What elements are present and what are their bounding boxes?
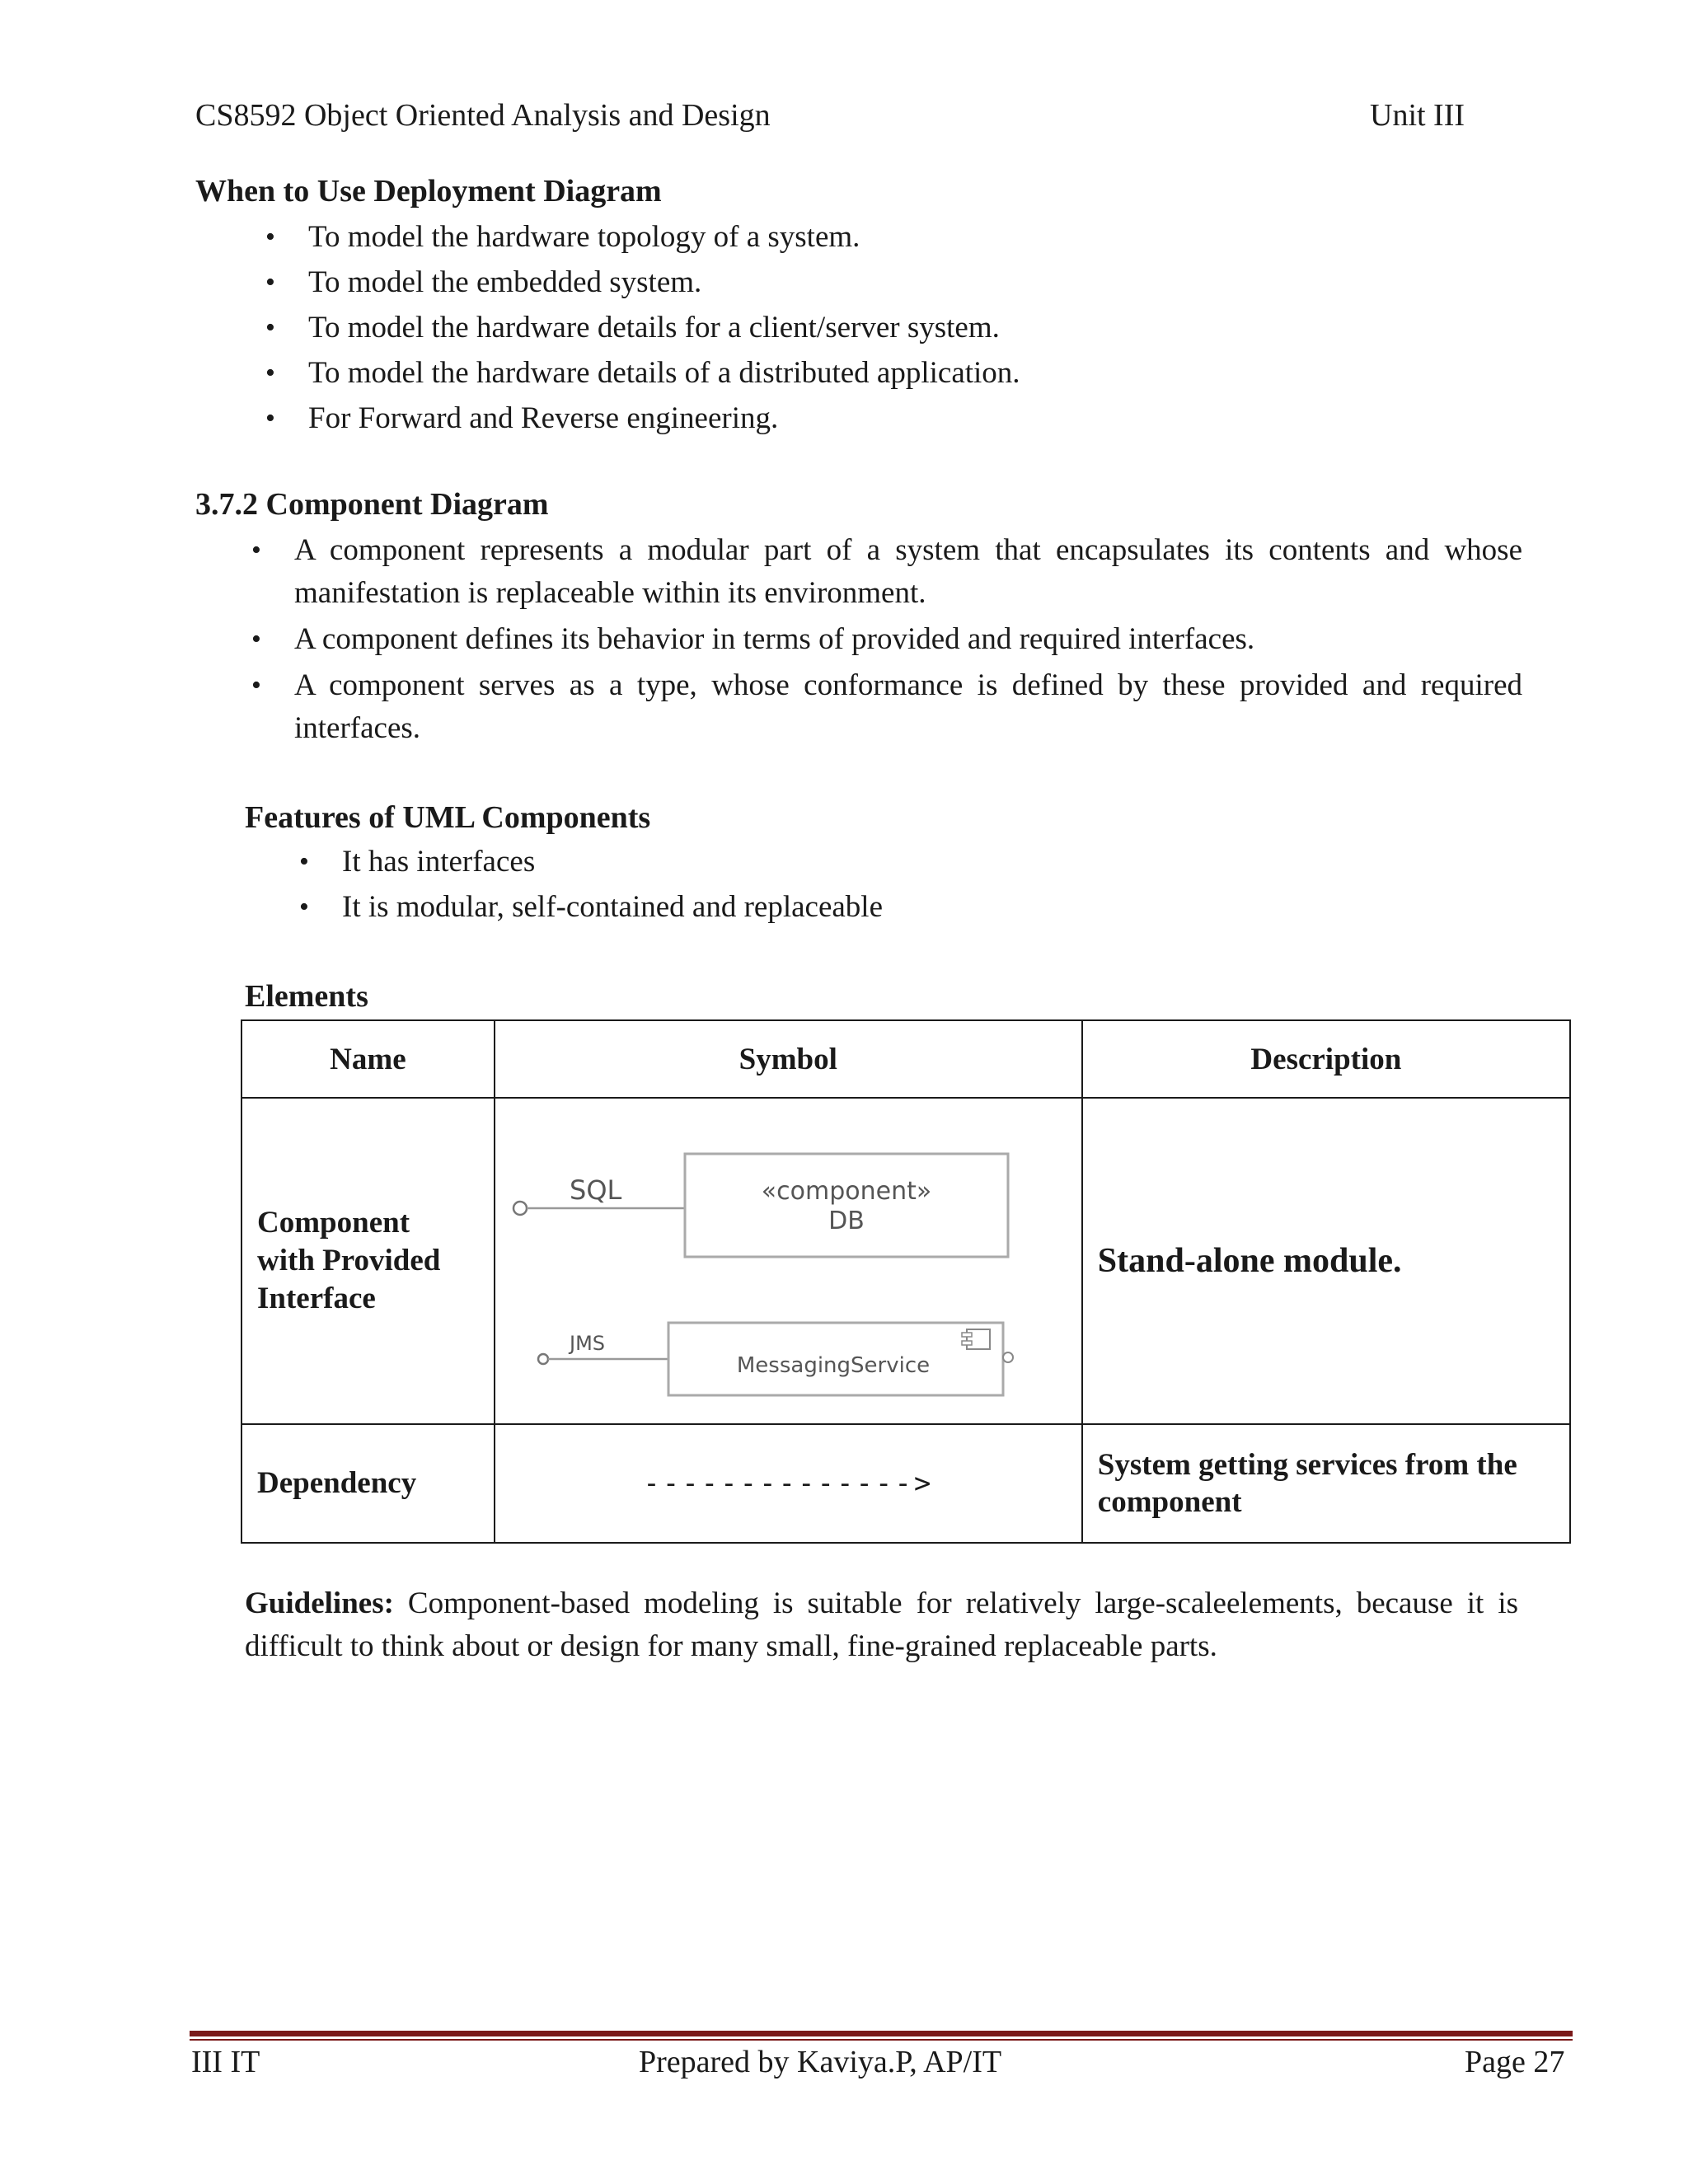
features-list [342, 839, 883, 930]
dependency-symbol [495, 1424, 1082, 1543]
deployment-heading: When to Use Deployment Diagram [195, 174, 662, 209]
footer-divider [190, 2031, 1573, 2036]
list-item: • It has interfaces [342, 839, 883, 884]
table-row [241, 1098, 1570, 1424]
provided-interface-icon [513, 1202, 527, 1215]
guidelines-paragraph [245, 1582, 1518, 1668]
row-description-dependency: System getting services from the component [1082, 1424, 1570, 1543]
header-unit: Unit III [1370, 98, 1465, 133]
stereotype-label: «component» [761, 1177, 932, 1206]
provided-interface-icon [538, 1354, 548, 1364]
list-item: • To model the hardware details for a client/server system. [308, 305, 1020, 350]
elements-heading: Elements [245, 979, 368, 1014]
db-label: DB [828, 1207, 865, 1235]
port-icon [1003, 1352, 1013, 1362]
footer-page-number: Page 27 [1465, 2045, 1565, 2079]
features-heading: Features of UML Components [245, 800, 651, 835]
list-item: • To model the hardware topology of a system. [308, 214, 1020, 260]
guidelines-text: Component-based modeling is suitable for relatively large-scaleelements, because it is difficult to think about or design for many small, fine-grained replaceable parts. [245, 1586, 1518, 1663]
footer-center: Prepared by Kaviya.P, AP/IT [639, 2045, 1002, 2079]
column-header-name: Name [241, 1020, 495, 1098]
header-course: CS8592 Object Oriented Analysis and Design [195, 98, 771, 133]
column-header-description: Description [1082, 1020, 1570, 1098]
jms-label: JMS [569, 1332, 605, 1355]
guidelines-label: Guidelines: [245, 1586, 394, 1620]
table-header-row [241, 1020, 1570, 1098]
list-item: • For Forward and Reverse engineering. [308, 396, 1020, 441]
sql-label: SQL [569, 1174, 622, 1206]
footer-divider-thin [190, 2039, 1573, 2041]
component-symbol [495, 1098, 1082, 1424]
row-description-component: Stand-alone module. [1082, 1098, 1570, 1424]
list-item: • A component defines its behavior in terms of provided and required interfaces. [294, 618, 1522, 661]
dependency-arrow-icon: --------------> [643, 1467, 934, 1500]
service-label: MessagingService [736, 1353, 930, 1378]
component-heading: 3.7.2 Component Diagram [195, 487, 549, 522]
list-item: • A component serves as a type, whose conformance is defined by these provided and required interfaces. [294, 664, 1522, 750]
list-item: • To model the hardware details of a distributed application. [308, 350, 1020, 396]
list-item: • It is modular, self-contained and replaceable [342, 884, 883, 930]
list-item: • A component represents a modular part of a system that encapsulates its contents and whose manifestation is replaceable within its environment. [294, 529, 1522, 615]
component-list [294, 529, 1522, 753]
deployment-list [308, 214, 1020, 441]
column-header-symbol: Symbol [495, 1020, 1082, 1098]
footer-left: III IT [191, 2045, 260, 2079]
table-row [241, 1424, 1570, 1543]
elements-table [241, 1019, 1571, 1544]
list-item: • To model the embedded system. [308, 260, 1020, 305]
component-diagram-icon [495, 1099, 1081, 1423]
row-name-component: Component with Provided Interface [241, 1098, 495, 1424]
row-name-dependency: Dependency [241, 1424, 495, 1543]
